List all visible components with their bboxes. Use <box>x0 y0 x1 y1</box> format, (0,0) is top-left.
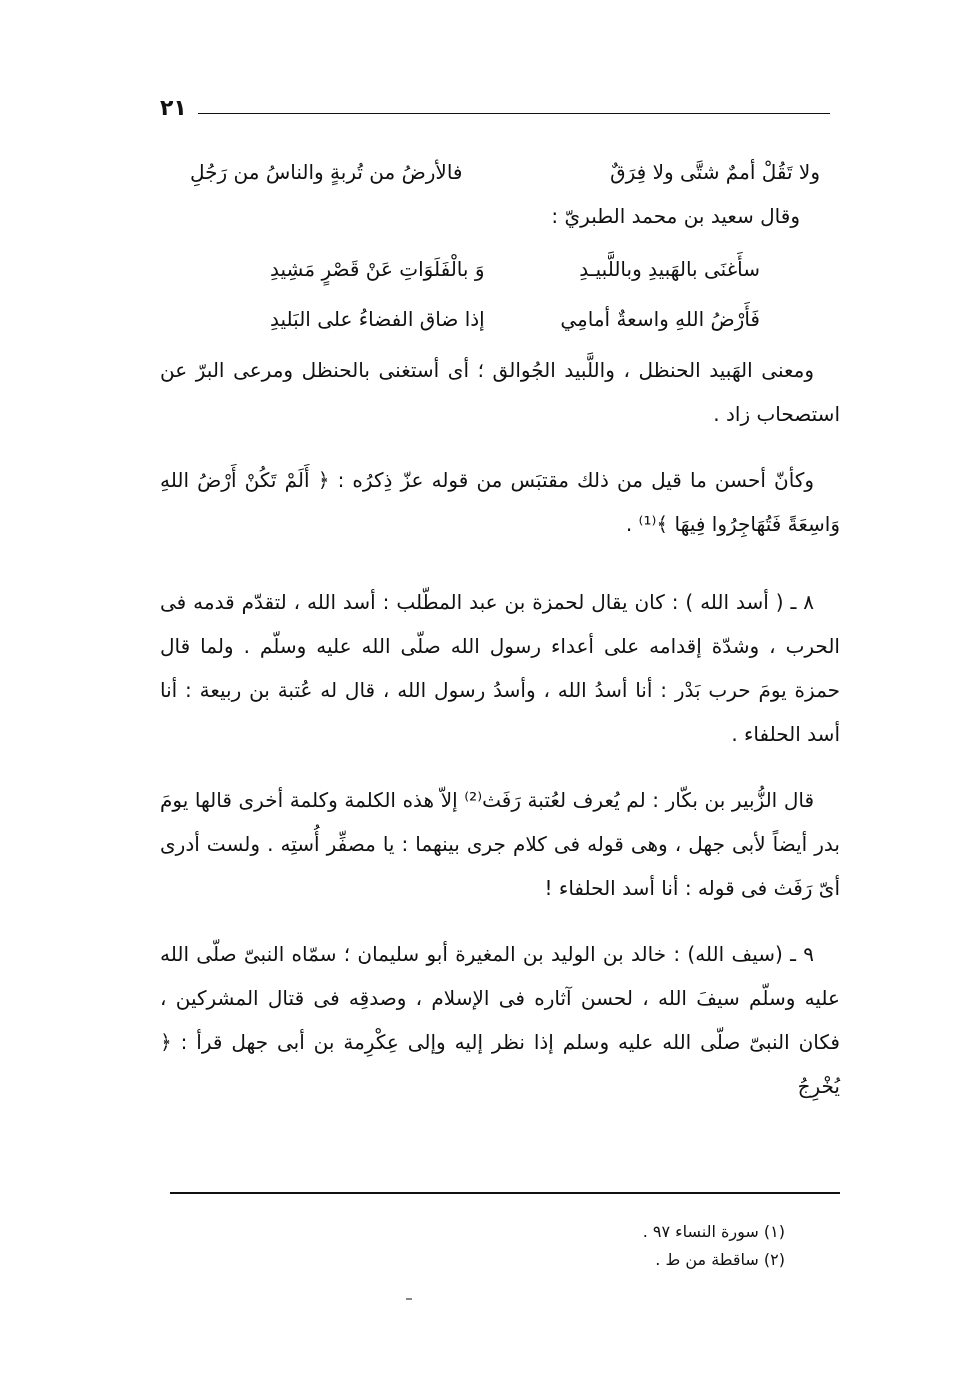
paragraph-quran-quote: وكأنّ أحسن ما قيل من ذلك مقتبَس من قوله عزّ ذِكرُه : ﴿ أَلَمْ تَكُنْ أَرْضُ اللهِ وَاسِعَةً فَتُهَاجِرُوا فِيهَا ﴾⁽¹⁾ . <box>160 468 840 536</box>
header-rule <box>198 113 830 114</box>
page-body <box>160 150 840 1128</box>
verse-first-hemistich: فَأَرْضُ اللهِ واسعةٌ أمامِي <box>560 307 760 331</box>
footnote-2: (٢) ساقطة من ط . <box>655 1250 785 1269</box>
verse-second-hemistich: فالأرضُ من تُربةٍ والناسُ من رَجُلِ <box>190 160 463 184</box>
verse-line <box>160 150 840 194</box>
paragraph-asad-allah: ٨ ـ ( أسد الله ) : كان يقال لحمزة بن عبد المطّلب : أسد الله ، لتقدّم قدمه فى الحرب ، وشدّة إقدامه على أعداء رسول الله صلّى الله عليه وسلّم . ولما قال حمزة يومَ حرب بَدْر : أنا أسدُ الله ، وأسدُ رسول الله ، قال له عُتبة بن ربيعة : أنا أسد الحلفاء . <box>160 590 840 746</box>
verse-first-hemistich: ولا تَقُلْ أممٌ شتَّى ولا فِرَقٌ <box>610 160 820 184</box>
page-header <box>150 96 830 136</box>
footnote-rule <box>170 1192 840 1194</box>
verse-line <box>160 244 840 294</box>
verse-first-hemistich: سأَغنَى بالهَبيدِ وباللَّبيـدِ <box>579 257 760 281</box>
paragraph-zubair: قال الزُّبير بن بكّار : لم يُعرف لعُتبة رَفَث⁽²⁾ إلاّ هذه الكلمة وكلمة أخرى قالها يومَ بدر أيضاً لأبى جهل ، وهى قوله فى كلام جرى بينهما : يا مصفِّر أُستِه . ولست أدرى أىّ رَفَث فى قوله : أنا أسد الحلفاء ! <box>160 788 840 900</box>
footnote-1: (١) سورة النساء ٩٧ . <box>642 1222 785 1241</box>
verse-intro: وقال سعيد بن محمد الطبريّ : <box>551 204 800 228</box>
verse-second-hemistich: إذا ضاق الفضاءُ على البَليدِ <box>270 307 485 331</box>
scan-speck <box>406 1298 412 1300</box>
verse-line <box>160 294 840 344</box>
paragraph-sayf-allah: ٩ ـ (سيف الله) : خالد بن الوليد بن المغيرة أبو سليمان ؛ سمّاه النبىّ صلّى الله عليه وسلّم سيفَ الله ، لحسن آثاره فى الإسلام ، وصدقِه فى قتال المشركين ، فكان النبىّ صلّى الله عليه وسلم إذا نظر إليه وإلى عِكْرِمة بن أبى جهل قرأ : ﴿ يُخْرِجُ <box>160 942 840 1098</box>
paragraph-hebid-meaning: ومعنى الهَبيد الحنظل ، واللَّبيد الجُوالق ؛ أى أستغنى بالحنظل ومرعى البرّ عن استصحاب زاد . <box>160 358 840 426</box>
poem-block <box>160 244 840 344</box>
page-number: ٢١ <box>160 96 187 121</box>
verse-second-hemistich: وَ بالْفَلَوَاتِ عَنْ قَصْرٍ مَشِيدِ <box>270 257 485 281</box>
footnotes <box>170 1218 785 1274</box>
